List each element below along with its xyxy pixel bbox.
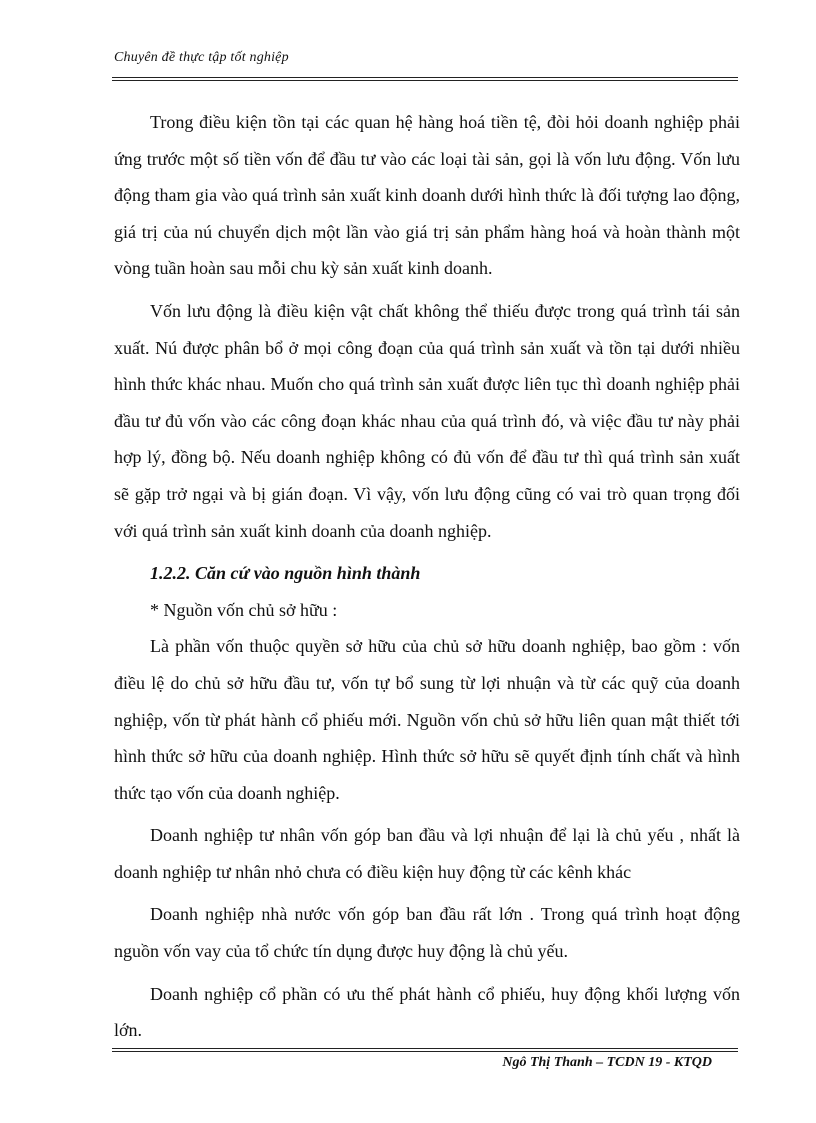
paragraph-3: Là phần vốn thuộc quyền sở hữu của chủ sở hữu doanh nghiệp, bao gồm : vốn điều lệ do chủ sở hữu đầu tư, vốn tự bổ sung từ lợi nhuận và từ các quỹ của doanh nghiệp, vốn từ phát hành cổ phiếu mới. Nguồn vốn chủ sở hữu liên quan mật thiết tới hình thức sở hữu của doanh nghiệp. Hình thức sở hữu sẽ quyết định tính chất và hình thức tạo vốn của doanh nghiệp. [114, 636, 740, 803]
paragraph-6: Doanh nghiệp cổ phần có ưu thế phát hành cổ phiếu, huy động khối lượng vốn lớn. [114, 983, 740, 1041]
paragraph-2: Vốn lưu động là điều kiện vật chất không thể thiếu được trong quá trình tái sản xuất. Nú được phân bổ ở mọi công đoạn của quá trình sản xuất và tồn tại dưới nhiều hình thức khác nhau. Muốn cho quá trình sản xuất được liên tục thì doanh nghiệp phải đầu tư đủ vốn vào các công đoạn khác nhau của quá trình đó, và việc đầu tư này phải hợp lý, đồng bộ. Nếu doanh nghiệp không có đủ vốn để đầu tư thì quá trình sản xuất sẽ gặp trở ngại và bị gián đoạn. Vì vậy, vốn lưu động cũng có vai trò quan trọng đối với quá trình sản xuất kinh doanh của doanh nghiệp. [114, 300, 740, 541]
document-body [114, 104, 740, 1049]
header-divider [112, 77, 738, 81]
paragraph-4: Doanh nghiệp tư nhân vốn góp ban đầu và lợi nhuận để lại là chủ yếu , nhất là doanh nghiệp tư nhân nhỏ chưa có điều kiện huy động từ các kênh khác [114, 825, 740, 882]
paragraph-1: Trong điều kiện tồn tại các quan hệ hàng hoá tiền tệ, đòi hỏi doanh nghiệp phải ứng trước một số tiền vốn để đầu tư vào các loại tài sản, gọi là vốn lưu động. Vốn lưu động tham gia vào quá trình sản xuất kinh doanh dưới hình thức là đối tượng lao động, giá trị của nú chuyển dịch một lần vào giá trị sản phẩm hàng hoá và hoàn thành một vòng tuần hoàn sau mỗi chu kỳ sản xuất kinh doanh. [114, 112, 740, 279]
sub-heading: * Nguồn vốn chủ sở hữu : [150, 599, 338, 620]
page-header-title: Chuyên đề thực tập tốt nghiệp [114, 50, 289, 65]
footer-divider [112, 1048, 738, 1052]
section-heading: 1.2.2. Căn cứ vào nguồn hình thành [150, 563, 421, 584]
page-footer-author: Ngô Thị Thanh – TCDN 19 - KTQD [502, 1055, 712, 1070]
paragraph-5: Doanh nghiệp nhà nước vốn góp ban đầu rất lớn . Trong quá trình hoạt động nguồn vốn vay của tổ chức tín dụng được huy động là chủ yếu. [114, 904, 740, 962]
